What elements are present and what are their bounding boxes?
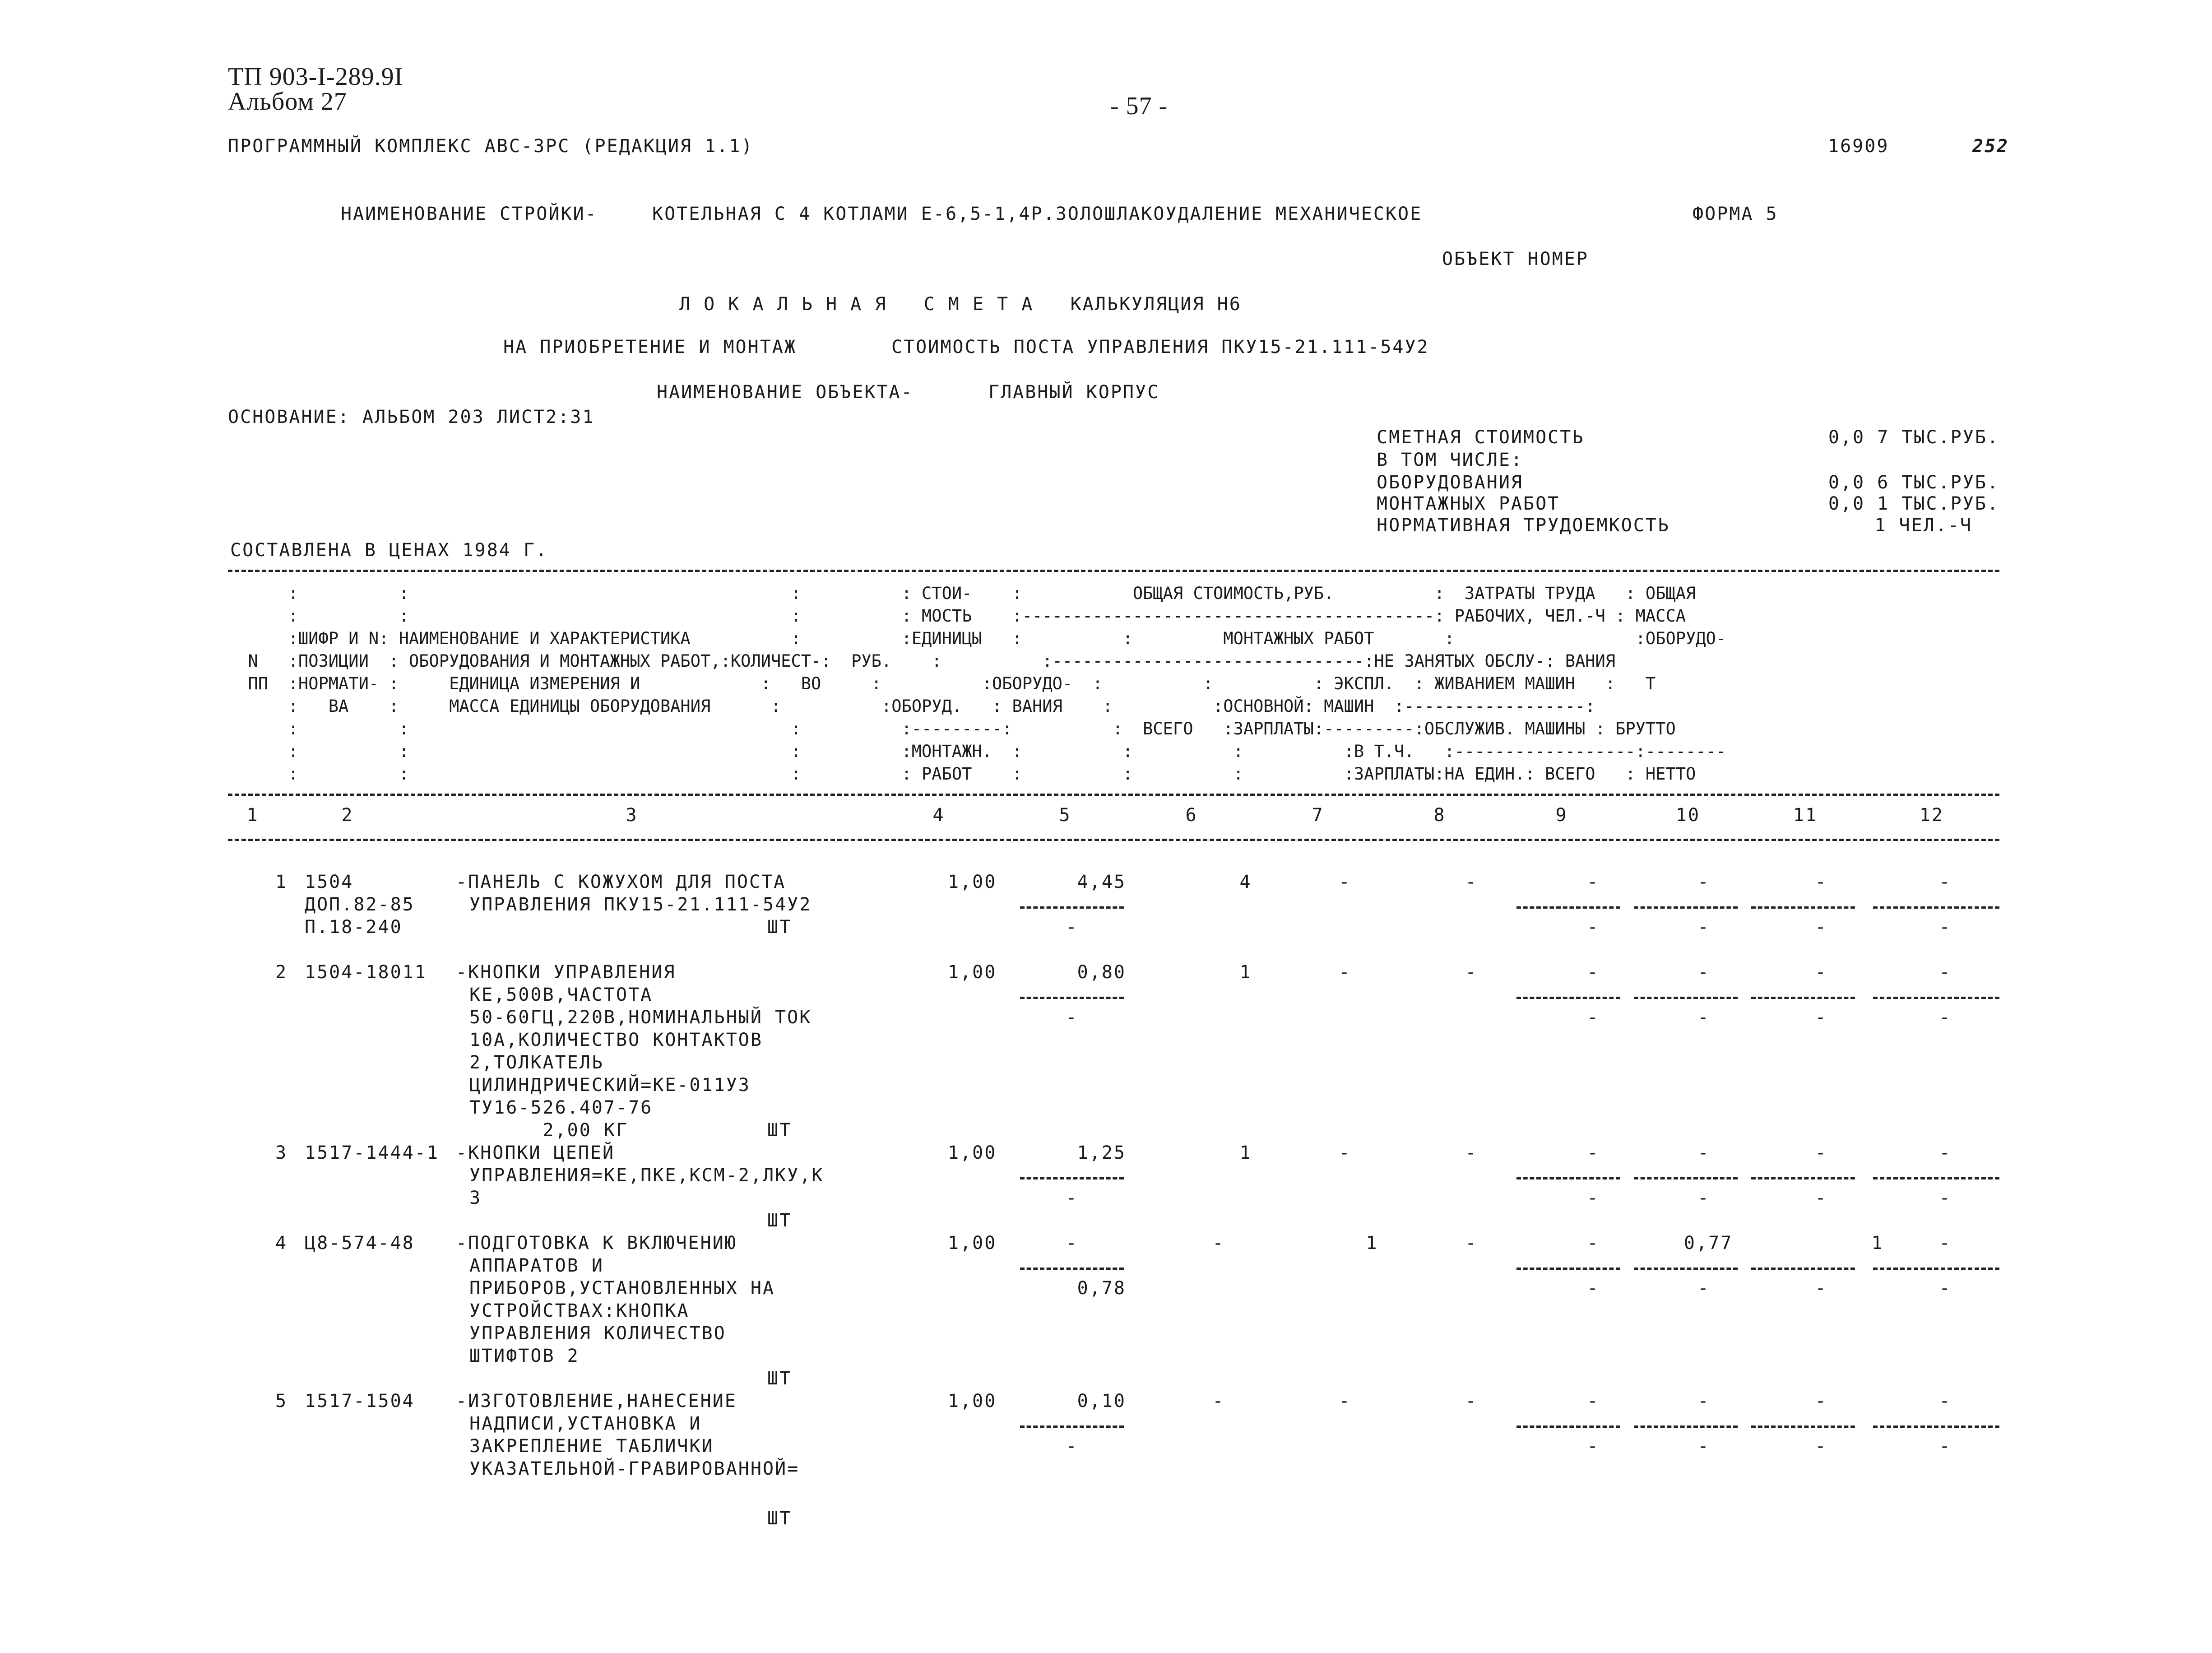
row-machine-operation: -	[1587, 1233, 1600, 1254]
row-base-wages: -	[1465, 1233, 1478, 1254]
row-name-line: ШТИФТОВ 2	[469, 1346, 580, 1366]
summary-value: 1 ЧЕЛ.-Ч	[1874, 515, 1972, 536]
row-labor-total: -	[1815, 1142, 1827, 1163]
summary-value: 0,0 6 ТЫС.РУБ.	[1828, 472, 1999, 493]
column-number: 1	[246, 805, 259, 826]
row-name-line: -ИЗГОТОВЛЕНИЕ,НАНЕСЕНИЕ	[456, 1391, 737, 1412]
row-name-line: ЗАКРЕПЛЕНИЕ ТАБЛИЧКИ	[469, 1436, 714, 1457]
cell-divider	[1751, 1177, 1855, 1179]
row-cost-equipment: 4	[1239, 872, 1252, 892]
row-base-wages: -	[1465, 1391, 1478, 1412]
sheet-number: 16909	[1828, 136, 1889, 157]
header-line: : : : :МОНТАЖН. : : : :В Т.Ч. :------------------:--------	[228, 742, 1726, 761]
row-name-line: 2,00 КГ	[469, 1120, 629, 1141]
row-base-wages: -	[1465, 1142, 1478, 1163]
row-price-equipment: 0,10	[1077, 1391, 1126, 1412]
row-name-line: УПРАВЛЕНИЯ=КЕ,ПКЕ,КСМ-2,ЛКУ,К	[469, 1165, 824, 1186]
row-labor-per-unit: -	[1697, 872, 1710, 892]
row-code: ДОП.82-85	[305, 894, 415, 915]
header-line: : : : : МОСТЬ :-----------------------------------------: РАБОЧИХ, ЧЕЛ.-Ч : МАССА	[228, 606, 1686, 626]
row-labor-machines-per-unit: -	[1697, 1007, 1710, 1028]
row-cost-installation-total: -	[1339, 1391, 1351, 1412]
row-cost-installation-total: 1	[1366, 1233, 1378, 1254]
row-mass-gross: -	[1939, 962, 1952, 983]
summary-label: МОНТАЖНЫХ РАБОТ	[1377, 493, 1560, 514]
row-price-equipment: 4,45	[1077, 872, 1126, 892]
summary-value: 0,0 1 ТЫС.РУБ.	[1828, 493, 1999, 514]
cell-divider	[1873, 1268, 1999, 1270]
cell-divider	[1751, 997, 1855, 999]
summary-label: НОРМАТИВНАЯ ТРУДОЕМКОСТЬ	[1377, 515, 1670, 536]
table-rule-numbers	[228, 839, 1999, 841]
row-price-installation: -	[1066, 917, 1078, 938]
cell-divider	[1020, 1425, 1124, 1428]
column-number: 5	[1059, 805, 1071, 826]
subtitle-purpose: НА ПРИОБРЕТЕНИЕ И МОНТАЖ	[503, 337, 797, 358]
row-name-line: КЕ,500В,ЧАСТОТА	[469, 984, 653, 1005]
header-line: : ВА : МАССА ЕДИНИЦЫ ОБОРУДОВАНИЯ : :ОБОРУД. : ВАНИЯ : :ОСНОВНОЙ: МАШИН :------------------:	[228, 696, 1595, 716]
header-line: N :ПОЗИЦИИ : ОБОРУДОВАНИЯ И МОНТАЖНЫХ РАБОТ,:КОЛИЧЕСТ-: РУБ. : :-------------------------------:НЕ ЗАНЯТЫХ ОБСЛУ-: ВАНИЯ	[228, 651, 1616, 671]
row-code: Ц8-574-48	[305, 1233, 415, 1254]
row-name-line: УПРАВЛЕНИЯ ПКУ15-21.111-54У2	[469, 894, 812, 915]
cell-divider	[1020, 906, 1124, 909]
cell-divider	[1873, 1425, 1999, 1428]
row-unit: ШТ	[767, 1368, 792, 1389]
row-mass-gross: -	[1939, 872, 1952, 892]
row-name-line: УСТРОЙСТВАХ:КНОПКА	[469, 1300, 690, 1321]
cell-divider	[1516, 1425, 1620, 1428]
row-name-line: НАДПИСИ,УСТАНОВКА И	[469, 1413, 702, 1434]
cell-divider	[1634, 997, 1738, 999]
row-name-line: 3	[469, 1188, 482, 1208]
header-line: : : : : СТОИ- : ОБЩАЯ СТОИМОСТЬ,РУБ. : ЗАТРАТЫ ТРУДА : ОБЩАЯ	[228, 584, 1696, 603]
object-number-label: ОБЪЕКТ НОМЕР	[1442, 249, 1589, 269]
row-number: 2	[275, 962, 288, 983]
row-machine-operation: -	[1587, 1142, 1600, 1163]
row-cost-equipment: -	[1212, 1233, 1225, 1254]
cell-divider	[1634, 1177, 1738, 1179]
row-cost-installation-total: -	[1339, 1142, 1351, 1163]
cell-divider	[1751, 1268, 1855, 1270]
column-number: 10	[1675, 805, 1701, 826]
header-line: :ШИФР И N: НАИМЕНОВАНИЕ И ХАРАКТЕРИСТИКА : :ЕДИНИЦЫ : : МОНТАЖНЫХ РАБОТ : :ОБОРУДО-	[228, 629, 1726, 648]
row-code: 1517-1444-1	[305, 1142, 439, 1163]
table-header	[228, 582, 1726, 785]
row-mass-net: -	[1939, 917, 1952, 938]
column-number: 2	[341, 805, 354, 826]
row-quantity: 1,00	[948, 1391, 997, 1412]
cell-divider	[1751, 906, 1855, 909]
row-labor-total: -	[1815, 1391, 1827, 1412]
row-unit: ШТ	[767, 917, 792, 938]
summary-value: 0,0 7 ТЫС.РУБ.	[1828, 427, 1999, 448]
construction-name: КОТЕЛЬНАЯ С 4 КОТЛАМИ Е-6,5-1,4Р.ЗОЛОШЛАКОУДАЛЕНИЕ МЕХАНИЧЕСКОЕ	[652, 204, 1423, 224]
row-base-wages: -	[1465, 962, 1478, 983]
row-name-line: -ПАНЕЛЬ С КОЖУХОМ ДЛЯ ПОСТА	[456, 872, 786, 892]
row-machine-operation: -	[1587, 1391, 1600, 1412]
row-unit: ШТ	[767, 1210, 792, 1231]
row-mass-gross: -	[1939, 1142, 1952, 1163]
row-labor-machines-total: -	[1815, 1007, 1827, 1028]
row-mass-net: -	[1939, 1278, 1952, 1299]
row-labor-machines-total: -	[1815, 917, 1827, 938]
row-labor-machines-per-unit: -	[1697, 1278, 1710, 1299]
cell-divider	[1516, 1177, 1620, 1179]
row-name-line: ПРИБОРОВ,УСТАНОВЛЕННЫХ НА	[469, 1278, 775, 1299]
document-code: ТП 903-I-289.9I	[228, 63, 403, 91]
row-price-equipment: -	[1066, 1233, 1078, 1254]
row-number: 3	[275, 1142, 288, 1163]
row-name-line: 50-60ГЦ,220В,НОМИНАЛЬНЫЙ ТОК	[469, 1007, 812, 1028]
column-number: 12	[1919, 805, 1944, 826]
row-machine-wages: -	[1587, 1278, 1600, 1299]
row-price-installation: 0,78	[1077, 1278, 1126, 1299]
row-labor-machines-total: -	[1815, 1436, 1827, 1457]
row-name-line: УПРАВЛЕНИЯ КОЛИЧЕСТВО	[469, 1323, 726, 1344]
object-label: НАИМЕНОВАНИЕ ОБЪЕКТА-	[657, 382, 914, 403]
row-mass-gross: -	[1939, 1391, 1952, 1412]
row-quantity: 1,00	[948, 872, 997, 892]
row-cost-installation-total: -	[1339, 872, 1351, 892]
row-name-line: -КНОПКИ ЦЕПЕЙ	[456, 1142, 615, 1163]
cell-divider	[1020, 997, 1124, 999]
row-labor-total: -	[1815, 962, 1827, 983]
cell-divider	[1020, 1177, 1124, 1179]
row-name-line: ЦИЛИНДРИЧЕСКИЙ=КЕ-011У3	[469, 1075, 751, 1096]
cell-divider	[1751, 1425, 1855, 1428]
cell-divider	[1873, 1177, 1999, 1179]
row-name-line: АППАРАТОВ И	[469, 1255, 604, 1276]
column-number: 7	[1312, 805, 1324, 826]
cell-divider	[1516, 906, 1620, 909]
column-number: 4	[932, 805, 945, 826]
row-quantity: 1,00	[948, 1233, 997, 1254]
row-code: П.18-240	[305, 917, 403, 938]
row-name-line: 10А,КОЛИЧЕСТВО КОНТАКТОВ	[469, 1030, 763, 1050]
row-labor-per-unit: 0,77	[1683, 1233, 1733, 1254]
row-labor-machines-total: -	[1815, 1188, 1827, 1208]
row-name-line: ТУ16-526.407-76	[469, 1097, 653, 1118]
row-labor-per-unit: -	[1697, 962, 1710, 983]
row-unit: ШТ	[767, 1120, 792, 1141]
cell-divider	[1634, 906, 1738, 909]
cell-divider	[1873, 906, 1999, 909]
cell-divider	[1634, 1425, 1738, 1428]
row-labor-total: 1	[1871, 1233, 1884, 1254]
row-name-line: УКАЗАТЕЛЬНОЙ-ГРАВИРОВАННОЙ=	[469, 1458, 800, 1479]
row-cost-equipment: 1	[1239, 962, 1252, 983]
document-title: Л О К А Л Ь Н А Я С М Е Т А КАЛЬКУЛЯЦИЯ Н6	[679, 294, 1242, 315]
cell-divider	[1634, 1268, 1738, 1270]
summary-label: СМЕТНАЯ СТОИМОСТЬ	[1377, 427, 1585, 448]
row-cost-equipment: 1	[1239, 1142, 1252, 1163]
summary-label: В ТОМ ЧИСЛЕ:	[1377, 450, 1523, 470]
row-labor-machines-total: -	[1815, 1278, 1827, 1299]
basis-reference: ОСНОВАНИЕ: АЛЬБОМ 203 ЛИСТ2:31	[228, 407, 595, 427]
row-price-installation: -	[1066, 1007, 1078, 1028]
column-number: 8	[1433, 805, 1446, 826]
row-labor-machines-per-unit: -	[1697, 1436, 1710, 1457]
row-name-line: -КНОПКИ УПРАВЛЕНИЯ	[456, 962, 676, 983]
row-labor-per-unit: -	[1697, 1142, 1710, 1163]
column-number: 3	[626, 805, 638, 826]
column-number: 6	[1185, 805, 1198, 826]
row-quantity: 1,00	[948, 1142, 997, 1163]
header-line: ПП :НОРМАТИ- : ЕДИНИЦА ИЗМЕРЕНИЯ И : ВО : :ОБОРУДО- : : : ЭКСПЛ. : ЖИВАНИЕМ МАШИН : Т	[228, 674, 1656, 693]
cell-divider	[1516, 1268, 1620, 1270]
cell-divider	[1516, 997, 1620, 999]
row-mass-net: -	[1939, 1188, 1952, 1208]
row-machine-wages: -	[1587, 917, 1600, 938]
row-name-line: -ПОДГОТОВКА К ВКЛЮЧЕНИЮ	[456, 1233, 737, 1254]
row-mass-net: -	[1939, 1007, 1952, 1028]
row-quantity: 1,00	[948, 962, 997, 983]
table-rule-header	[228, 794, 1999, 796]
header-line: : : : : РАБОТ : : : :ЗАРПЛАТЫ:НА ЕДИН.: ВСЕГО : НЕТТО	[228, 764, 1696, 784]
row-labor-total: -	[1815, 872, 1827, 892]
album-number: Альбом 27	[228, 88, 347, 116]
row-price-installation: -	[1066, 1188, 1078, 1208]
row-number: 5	[275, 1391, 288, 1412]
row-cost-equipment: -	[1212, 1391, 1225, 1412]
row-mass-net: -	[1939, 1436, 1952, 1457]
row-price-installation: -	[1066, 1436, 1078, 1457]
row-price-equipment: 0,80	[1077, 962, 1126, 983]
row-labor-machines-per-unit: -	[1697, 1188, 1710, 1208]
row-base-wages: -	[1465, 872, 1478, 892]
row-code: 1517-1504	[305, 1391, 415, 1412]
software-label: ПРОГРАММНЫЙ КОМПЛЕКС АВС-3РС (РЕДАКЦИЯ 1.1)	[228, 136, 754, 157]
page-number: - 57 -	[1110, 92, 1168, 120]
row-machine-wages: -	[1587, 1007, 1600, 1028]
row-labor-machines-per-unit: -	[1697, 917, 1710, 938]
object-name: ГЛАВНЫЙ КОРПУС	[988, 382, 1160, 403]
row-mass-gross: -	[1939, 1233, 1952, 1254]
row-name-line: 2,ТОЛКАТЕЛЬ	[469, 1052, 604, 1073]
subtitle-subject: СТОИМОСТЬ ПОСТА УПРАВЛЕНИЯ ПКУ15-21.111-54У2	[891, 337, 1429, 358]
header-line: : : : :---------: : ВСЕГО :ЗАРПЛАТЫ:---------:ОБСЛУЖИВ. МАШИНЫ : БРУТТО	[228, 719, 1676, 738]
row-code: 1504	[305, 872, 354, 892]
row-code: 1504-18011	[305, 962, 427, 983]
form-number: ФОРМА 5	[1693, 204, 1778, 224]
row-cost-installation-total: -	[1339, 962, 1351, 983]
row-labor-per-unit: -	[1697, 1391, 1710, 1412]
cell-divider	[1020, 1268, 1124, 1270]
page-stamp-number: 252	[1972, 136, 2009, 157]
row-machine-operation: -	[1587, 872, 1600, 892]
table-rule-top	[228, 570, 1999, 572]
row-machine-wages: -	[1587, 1436, 1600, 1457]
column-number: 11	[1793, 805, 1818, 826]
row-number: 1	[275, 872, 288, 892]
construction-label: НАИМЕНОВАНИЕ СТРОЙКИ-	[341, 204, 598, 224]
row-number: 4	[275, 1233, 288, 1254]
summary-label: ОБОРУДОВАНИЯ	[1377, 472, 1523, 493]
row-machine-operation: -	[1587, 962, 1600, 983]
cell-divider	[1873, 997, 1999, 999]
row-price-equipment: 1,25	[1077, 1142, 1126, 1163]
row-machine-wages: -	[1587, 1188, 1600, 1208]
row-unit: ШТ	[767, 1508, 792, 1529]
price-base-note: СОСТАВЛЕНА В ЦЕНАХ 1984 Г.	[230, 540, 548, 561]
column-number: 9	[1555, 805, 1568, 826]
